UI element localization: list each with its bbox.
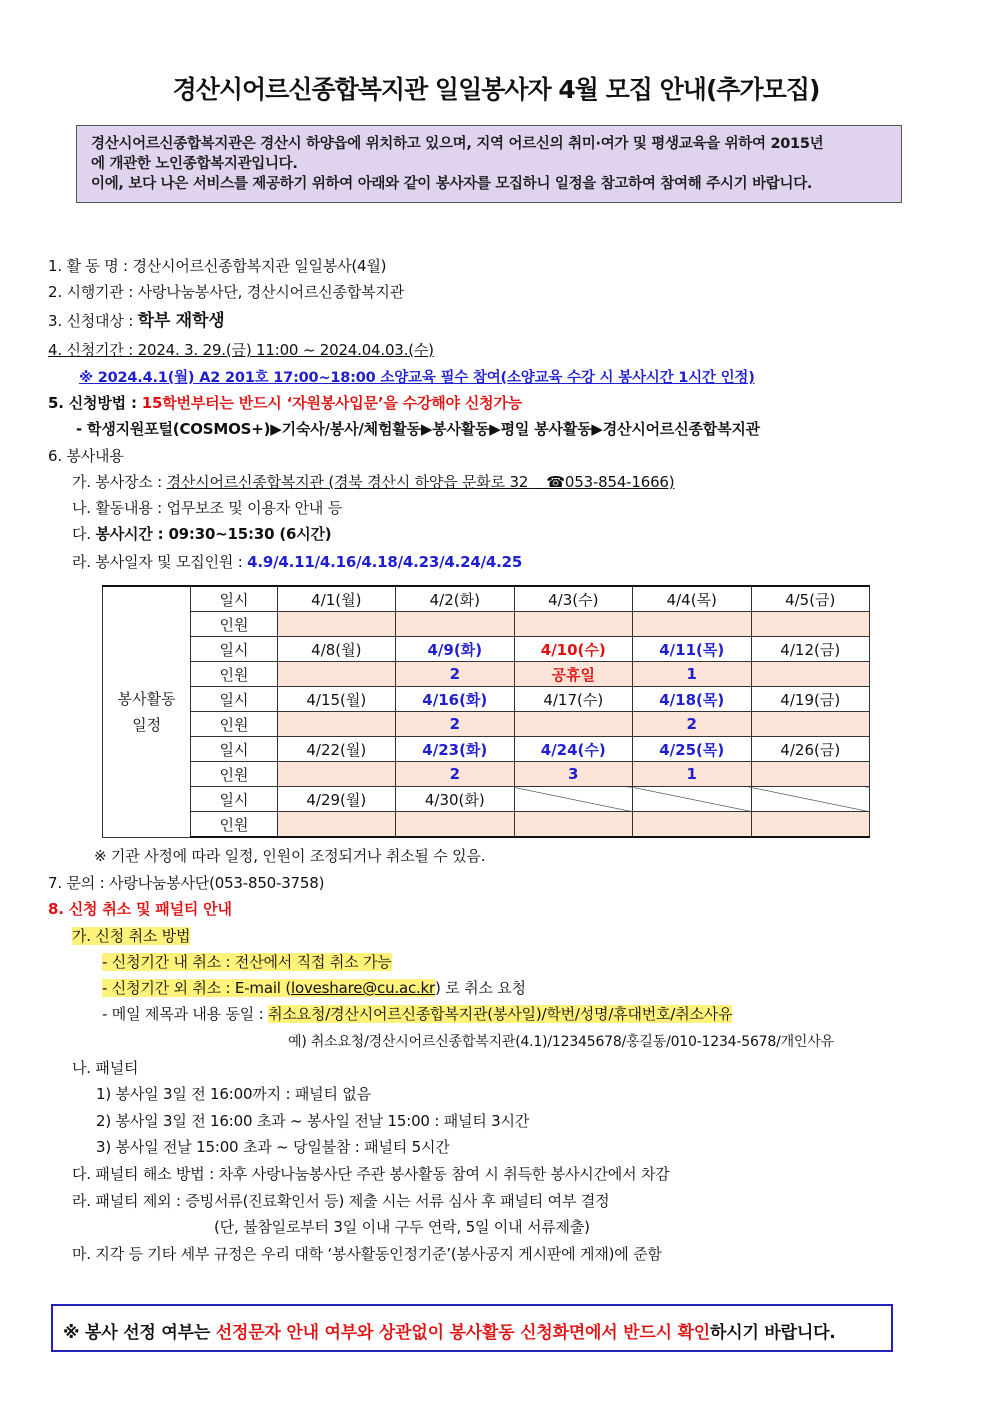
schedule-date-cell: 4/30(화) bbox=[396, 787, 514, 812]
schedule-count-cell bbox=[514, 612, 632, 637]
schedule-count-row bbox=[103, 712, 870, 737]
schedule-date-cell: 4/24(수) bbox=[514, 737, 632, 762]
schedule-count-cell: 3 bbox=[514, 762, 632, 787]
row-label-date: 일시 bbox=[191, 737, 277, 762]
schedule-date-cell: 4/15(월) bbox=[277, 687, 395, 712]
schedule-date-cell bbox=[633, 787, 751, 812]
item-dates bbox=[72, 551, 522, 572]
schedule-date-cell: 4/5(금) bbox=[751, 586, 870, 612]
schedule-count-cell: 2 bbox=[396, 712, 514, 737]
item-period-note: ※ 2024.4.1(월) A2 201호 17:00~18:00 소양교육 필수 참여(소양교육 수강 시 봉사시간 1시간 인정) bbox=[79, 370, 755, 386]
schedule-date-cell: 4/19(금) bbox=[751, 687, 870, 712]
phone-icon: ☎ bbox=[546, 473, 565, 491]
penalty-heading: 나. 패널티 bbox=[72, 1059, 139, 1077]
cancel-heading: 8. 신청 취소 및 패널티 안내 bbox=[48, 900, 232, 918]
schedule-date-cell: 4/26(금) bbox=[751, 737, 870, 762]
schedule-count-row bbox=[103, 762, 870, 787]
item-time-label: 다. bbox=[72, 525, 96, 543]
schedule-count-cell bbox=[751, 812, 870, 838]
schedule-date-cell bbox=[751, 787, 870, 812]
notice-red: 선정문자 안내 여부와 상관없이 봉사활동 신청화면에서 반드시 확인 bbox=[215, 1323, 711, 1343]
item-target bbox=[48, 306, 224, 331]
item-place-value: 경산시어르신종합복지관 (경북 경산시 하양읍 문화로 32 ☎053-854-1666) bbox=[166, 473, 675, 491]
cancel-email[interactable]: loveshare@cu.ac.kr bbox=[291, 979, 436, 997]
schedule-date-row bbox=[103, 687, 870, 712]
row-label-count: 인원 bbox=[191, 762, 277, 787]
schedule-group-label: 봉사활동 일정 bbox=[103, 586, 191, 837]
schedule-date-cell: 4/8(월) bbox=[277, 637, 395, 662]
schedule-date-cell: 4/25(목) bbox=[633, 737, 751, 762]
notice-box bbox=[51, 1304, 893, 1352]
penalty-exempt-detail: (단, 불참일로부터 3일 이내 구두 연락, 5일 이내 서류제출) bbox=[214, 1218, 590, 1236]
row-label-date: 일시 bbox=[191, 787, 277, 812]
item-place bbox=[72, 471, 674, 492]
cancel-a2: - 신청기간 외 취소 : E-mail (loveshare@cu.ac.kr) 로 취소 요청 bbox=[102, 979, 526, 997]
row-label-date: 일시 bbox=[191, 586, 277, 612]
item-dates-label: 라. 봉사일자 및 모집인원 : bbox=[72, 553, 248, 571]
item-method-path: - 학생지원포털(COSMOS+)▶기숙사/봉사/체험활동▶봉사활동▶평일 봉사활동▶경산시어르신종합복지관 bbox=[76, 420, 760, 438]
schedule-count-cell bbox=[396, 612, 514, 637]
row-label-count: 인원 bbox=[191, 612, 277, 637]
schedule-date-cell: 4/9(화) bbox=[396, 637, 514, 662]
item-place-label: 가. 봉사장소 : bbox=[72, 473, 167, 491]
cancel-mail-format: 취소요청/경산시어르신종합복지관(봉사일)/학번/성명/휴대번호/취소사유 bbox=[268, 1005, 733, 1023]
schedule-count-cell bbox=[396, 812, 514, 838]
row-label-count: 인원 bbox=[191, 662, 277, 687]
schedule-date-row bbox=[103, 586, 870, 612]
item-method bbox=[48, 392, 522, 413]
schedule-date-cell: 4/10(수) bbox=[514, 637, 632, 662]
schedule-date-cell: 4/4(목) bbox=[633, 586, 751, 612]
schedule-date-cell: 4/17(수) bbox=[514, 687, 632, 712]
schedule-count-row bbox=[103, 662, 870, 687]
schedule-date-row bbox=[103, 787, 870, 812]
table-note: ※ 기관 사정에 따라 일정, 인원이 조정되거나 취소될 수 있음. bbox=[94, 847, 486, 865]
schedule-count-cell bbox=[751, 762, 870, 787]
schedule-count-cell: 2 bbox=[396, 762, 514, 787]
schedule-date-cell: 4/12(금) bbox=[751, 637, 870, 662]
item-method-label: 5. 신청방법 : bbox=[48, 394, 142, 412]
intro-line-2: 에 개관한 노인종합복지관입니다. bbox=[91, 156, 298, 172]
penalty-2: 2) 봉사일 3일 전 16:00 초과 ~ 봉사일 전날 15:00 : 패널티 3시간 bbox=[96, 1112, 530, 1130]
schedule-count-cell bbox=[277, 712, 395, 737]
schedule-date-cell: 4/22(월) bbox=[277, 737, 395, 762]
row-label-date: 일시 bbox=[191, 687, 277, 712]
item-target-value: 학부 재학생 bbox=[137, 311, 225, 331]
intro-line-1: 경산시어르신종합복지관은 경산시 하양읍에 위치하고 있으며, 지역 어르신의 취미·여가 및 평생교육을 위하여 2015년 bbox=[91, 136, 824, 152]
other-rules: 마. 지각 등 기타 세부 규정은 우리 대학 ‘봉사활동인정기준’(봉사공지 게시판에 게재)에 준함 bbox=[72, 1245, 662, 1263]
schedule-date-cell bbox=[514, 787, 632, 812]
schedule-count-cell bbox=[514, 712, 632, 737]
item-method-value: 15학번부터는 반드시 ‘자원봉사입문’을 수강해야 신청가능 bbox=[141, 394, 522, 412]
schedule-date-cell: 4/2(화) bbox=[396, 586, 514, 612]
schedule-date-cell: 4/11(목) bbox=[633, 637, 751, 662]
cancel-a3-example: 예) 취소요청/경산시어르신종합복지관(4.1)/12345678/홍길동/010-1234-5678/개인사유 bbox=[288, 1034, 834, 1050]
schedule-date-cell: 4/29(월) bbox=[277, 787, 395, 812]
schedule-count-cell bbox=[277, 662, 395, 687]
cancel-a3: - 메일 제목과 내용 동일 : 취소요청/경산시어르신종합복지관(봉사일)/학번/성명/휴대번호/취소사유 bbox=[102, 1005, 733, 1023]
item-time bbox=[72, 523, 331, 544]
row-label-count: 인원 bbox=[191, 712, 277, 737]
schedule-date-row bbox=[103, 637, 870, 662]
schedule-count-cell bbox=[514, 812, 632, 838]
item-work: 나. 활동내용 : 업무보조 및 이용자 안내 등 bbox=[72, 499, 343, 517]
schedule-table bbox=[102, 585, 870, 838]
schedule-count-cell bbox=[633, 612, 751, 637]
penalty-exempt: 라. 패널티 제외 : 증빙서류(진료확인서 등) 제출 시는 서류 심사 후 패널티 여부 결정 bbox=[72, 1192, 610, 1210]
item-time-value: 봉사시간 : 09:30~15:30 (6시간) bbox=[95, 525, 332, 543]
intro-box bbox=[76, 125, 902, 203]
schedule-date-cell: 4/23(화) bbox=[396, 737, 514, 762]
schedule-count-cell: 1 bbox=[633, 762, 751, 787]
schedule-date-cell: 4/18(목) bbox=[633, 687, 751, 712]
item-activity-name: 1. 활 동 명 : 경산시어르신종합복지관 일일봉사(4월) bbox=[48, 257, 387, 275]
schedule-count-cell: 1 bbox=[633, 662, 751, 687]
schedule-count-cell: 2 bbox=[633, 712, 751, 737]
schedule-count-cell bbox=[751, 712, 870, 737]
penalty-3: 3) 봉사일 전날 15:00 초과 ~ 당일불참 : 패널티 5시간 bbox=[96, 1138, 450, 1156]
schedule-count-cell: 2 bbox=[396, 662, 514, 687]
cancel-a1: - 신청기간 내 취소 : 전산에서 직접 취소 가능 bbox=[102, 953, 392, 971]
schedule-count-cell bbox=[751, 612, 870, 637]
schedule-count-cell bbox=[277, 612, 395, 637]
schedule-count-cell bbox=[633, 812, 751, 838]
notice-pre: ※ 봉사 선정 여부는 bbox=[63, 1323, 216, 1343]
item-period: 4. 신청기간 : 2024. 3. 29.(금) 11:00 ~ 2024.04.03.(수) bbox=[48, 341, 434, 359]
schedule-count-row bbox=[103, 812, 870, 838]
schedule-count-cell: 공휴일 bbox=[514, 662, 632, 687]
schedule-date-cell: 4/3(수) bbox=[514, 586, 632, 612]
contact: 7. 문의 : 사랑나눔봉사단(053-850-3758) bbox=[48, 874, 325, 892]
item-dates-value: 4.9/4.11/4.16/4.18/4.23/4.24/4.25 bbox=[247, 553, 523, 571]
cancel-sub-a: 가. 신청 취소 방법 bbox=[72, 927, 191, 945]
penalty-resolve: 다. 패널티 해소 방법 : 차후 사랑나눔봉사단 주관 봉사활동 참여 시 취득한 봉사시간에서 차감 bbox=[72, 1165, 670, 1183]
schedule-count-cell bbox=[751, 662, 870, 687]
schedule-date-row bbox=[103, 737, 870, 762]
item-target-label: 3. 신청대상 : bbox=[48, 312, 138, 330]
item-organizer: 2. 시행기관 : 사랑나눔봉사단, 경산시어르신종합복지관 bbox=[48, 283, 404, 301]
schedule-count-cell bbox=[277, 762, 395, 787]
row-label-count: 인원 bbox=[191, 812, 277, 838]
penalty-1: 1) 봉사일 3일 전 16:00까지 : 패널티 없음 bbox=[96, 1085, 371, 1103]
schedule-date-cell: 4/1(월) bbox=[277, 586, 395, 612]
intro-line-3: 이에, 보다 나은 서비스를 제공하기 위하여 아래와 같이 봉사자를 모집하니 일정을 참고하여 참여해 주시기 바랍니다. bbox=[91, 176, 813, 192]
schedule-count-cell bbox=[277, 812, 395, 838]
item-phone: 053-854-1666) bbox=[564, 473, 675, 491]
item-content-heading: 6. 봉사내용 bbox=[48, 447, 124, 465]
page-title: 경산시어르신종합복지관 일일봉사자 4월 모집 안내(추가모집) bbox=[172, 75, 820, 104]
notice-post: 하시기 바랍니다. bbox=[710, 1323, 836, 1343]
schedule-date-cell: 4/16(화) bbox=[396, 687, 514, 712]
schedule-count-row bbox=[103, 612, 870, 637]
row-label-date: 일시 bbox=[191, 637, 277, 662]
